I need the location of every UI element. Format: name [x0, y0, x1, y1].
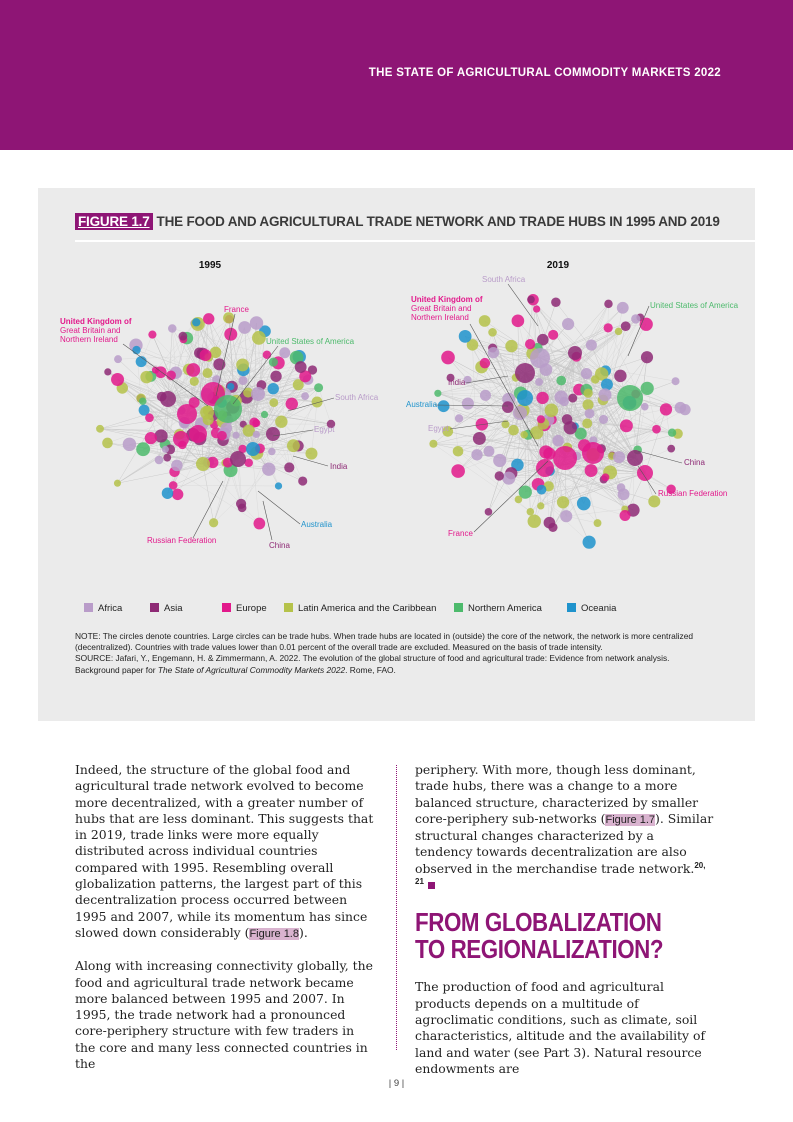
country-node — [236, 359, 249, 372]
note-text: NOTE: The circles denote countries. Large circles can be trade hubs. When trade hubs are located in (outside) the core of the network, the network is more centralized (decentralized). Countries with trade values lower than 0.01 percent of the overall trade are excluded. Measured on the basis of trade intensity. — [75, 631, 694, 653]
country-node — [438, 400, 450, 412]
country-node — [527, 508, 535, 516]
country-node — [471, 449, 482, 460]
country-node — [599, 415, 608, 424]
legend-swatch — [222, 603, 231, 612]
country-node — [139, 397, 147, 405]
country-node — [190, 377, 199, 386]
country-node — [668, 429, 676, 437]
country-node — [286, 398, 298, 410]
legend-label: Oceania — [581, 603, 617, 614]
country-label: United Kingdom of Great Britain and Northern Ireland — [411, 295, 483, 322]
country-node — [250, 316, 263, 329]
country-node — [620, 510, 631, 521]
page-header-band — [0, 0, 793, 150]
legend-item-asia — [150, 603, 182, 614]
country-node — [577, 497, 591, 511]
country-node — [177, 404, 197, 424]
country-node — [551, 297, 561, 307]
country-node — [160, 391, 176, 407]
country-node — [617, 385, 643, 411]
country-node — [495, 471, 504, 480]
country-node — [192, 318, 200, 326]
country-node — [520, 431, 528, 439]
country-node — [441, 351, 455, 365]
country-node — [140, 371, 152, 383]
country-node — [585, 464, 598, 477]
country-node — [238, 321, 251, 334]
legend-swatch — [454, 603, 463, 612]
country-node — [162, 487, 174, 499]
country-node — [505, 340, 517, 352]
country-node — [434, 390, 441, 397]
country-node — [483, 446, 494, 457]
country-node — [582, 418, 592, 428]
country-node — [641, 403, 649, 411]
country-node — [429, 440, 437, 448]
country-node — [581, 368, 592, 379]
country-node — [562, 414, 573, 425]
country-node — [583, 536, 596, 549]
figure-title-rule — [75, 240, 755, 242]
paragraph: The production of food and agricultural products depends on a multitude of agroclimatic conditions, such as climate, soil characteristics, altitude and the availability of land and water (see Part 3). Natural resource endowments are — [415, 979, 706, 1076]
country-node — [582, 442, 604, 464]
country-node — [209, 518, 218, 527]
country-node — [203, 368, 213, 378]
country-node — [172, 489, 183, 500]
footnote-ref[interactable]: 20, 21 — [415, 860, 706, 886]
country-node — [502, 401, 514, 413]
country-node — [268, 448, 276, 456]
country-node — [513, 406, 527, 420]
country-label: China — [684, 458, 705, 467]
legend-swatch — [84, 603, 93, 612]
country-label: United States of America — [650, 301, 739, 310]
source-text: SOURCE: Jafari, Y., Engemann, H. & Zimmermann, A. 2022. The evolution of the global structure of food and agricultural trade: Evidence from network analysis. Background paper for The State of Agricultural Commodity Markets 2022. Rome, FAO. — [75, 653, 670, 675]
country-label: Russian Federation — [147, 536, 217, 545]
country-node — [224, 328, 237, 341]
country-node — [620, 419, 633, 432]
column-divider — [396, 765, 397, 1050]
country-node — [613, 451, 625, 463]
paragraph: Indeed, the structure of the global food and agricultural trade network evolved to become more decentralized, with a greater number of hubs that are less dominant. This suggests that in 2019, trade links were more equally distributed across individual countries compared with 1995. Resembling overall globalization patterns, the largest part of this decentralization process occurred between 1995 and 2007, while its momentum has since slowed down considerably (Figure 1.8). — [75, 762, 374, 940]
country-node — [517, 390, 533, 406]
country-node — [660, 403, 672, 415]
country-node — [508, 425, 519, 436]
country-node — [601, 473, 609, 481]
country-node — [553, 446, 577, 470]
legend-swatch — [150, 603, 159, 612]
country-node — [473, 432, 486, 445]
country-node — [189, 425, 207, 443]
country-node — [536, 459, 554, 477]
country-node — [488, 347, 499, 358]
country-node — [261, 411, 268, 418]
country-node — [652, 425, 661, 434]
country-node — [267, 383, 278, 394]
country-node — [148, 331, 156, 339]
legend-label: Asia — [164, 603, 183, 614]
network-panel-1995 — [60, 260, 379, 550]
figure-1-7-link[interactable]: Figure 1.7 — [605, 813, 656, 826]
country-label: South Africa — [482, 275, 526, 284]
country-node — [631, 314, 640, 323]
country-node — [568, 346, 582, 360]
country-node — [537, 415, 545, 423]
country-node — [480, 390, 491, 401]
country-node — [266, 427, 280, 441]
country-node — [641, 382, 654, 395]
country-node — [214, 395, 242, 423]
country-label: India — [448, 378, 466, 387]
country-node — [233, 432, 240, 439]
country-node — [598, 388, 611, 401]
country-node — [480, 358, 491, 369]
publication-title: THE STATE OF AGRICULTURAL COMMODITY MARKETS 2022 — [368, 67, 721, 79]
country-node — [537, 502, 544, 509]
country-label: Russian Federation — [658, 489, 728, 498]
country-node — [270, 371, 281, 382]
country-node — [295, 361, 307, 373]
country-node — [263, 350, 272, 359]
country-label: United States of America — [266, 337, 355, 346]
country-node — [178, 332, 187, 341]
country-node — [604, 300, 612, 308]
country-node — [515, 363, 535, 383]
country-node — [614, 370, 626, 382]
country-node — [155, 456, 164, 465]
country-node — [615, 328, 622, 335]
country-node — [455, 414, 463, 422]
country-node — [585, 409, 595, 419]
legend-label: Europe — [236, 603, 267, 614]
country-node — [253, 518, 265, 530]
country-node — [269, 357, 278, 366]
country-node — [305, 448, 317, 460]
country-label: Australia — [406, 400, 438, 409]
legend-item-europe — [222, 603, 267, 614]
country-node — [246, 442, 260, 456]
figure-panel — [38, 188, 755, 721]
country-node — [114, 480, 121, 487]
country-node — [168, 324, 176, 332]
country-node — [262, 462, 275, 475]
country-node — [582, 399, 593, 410]
country-node — [253, 431, 260, 438]
panel-year-label: 1995 — [198, 260, 222, 271]
country-node — [123, 438, 136, 451]
country-node — [301, 392, 309, 400]
country-node — [617, 302, 629, 314]
country-node — [637, 465, 653, 481]
country-node — [560, 397, 569, 406]
country-node — [591, 375, 599, 383]
figure-label[interactable]: FIGURE 1.7 — [75, 213, 153, 230]
country-node — [535, 378, 543, 386]
country-node — [451, 464, 465, 478]
legend-swatch — [284, 603, 293, 612]
legend-item-africa — [84, 603, 122, 614]
country-node — [537, 485, 547, 495]
network-panel-2019 — [406, 260, 739, 549]
country-label: United Kingdom of Great Britain and Northern Ireland — [60, 317, 132, 344]
country-node — [493, 454, 506, 467]
country-node — [502, 472, 515, 485]
legend-item-oceania — [567, 603, 616, 614]
country-node — [641, 351, 653, 363]
country-node — [136, 442, 150, 456]
country-node — [287, 439, 300, 452]
country-node — [314, 383, 323, 392]
country-node — [200, 406, 214, 420]
country-node — [528, 514, 541, 527]
country-node — [136, 356, 147, 367]
country-label: Egypt — [314, 425, 335, 434]
legend-item-namerica — [454, 603, 542, 614]
country-node — [251, 387, 265, 401]
country-label: South Africa — [335, 393, 379, 402]
country-label: Australia — [301, 520, 333, 529]
page-number: | 9 | — [388, 1078, 405, 1089]
country-node — [145, 413, 154, 422]
country-node — [552, 435, 563, 446]
country-node — [239, 376, 248, 385]
country-node — [186, 363, 200, 377]
country-node — [530, 348, 550, 368]
country-node — [545, 404, 559, 418]
country-node — [533, 305, 540, 312]
country-node — [102, 438, 113, 449]
country-label: Egypt — [428, 424, 449, 433]
country-node — [525, 339, 535, 349]
country-label: France — [224, 305, 249, 314]
country-node — [621, 321, 631, 331]
country-label: France — [448, 529, 473, 538]
country-node — [453, 446, 464, 457]
country-node — [488, 328, 497, 337]
legend-label: Latin America and the Caribbean — [298, 603, 437, 614]
text-column-right — [415, 762, 715, 1093]
country-node — [275, 482, 282, 489]
country-node — [479, 315, 491, 327]
paragraph: Along with increasing connectivity globally, the food and agricultural trade network became more balanced between 1995 and 2007. In 1995, the trade network had a pronounced core-periphery structure with few traders in the core and many less connected countries in the — [75, 958, 373, 1072]
country-node — [586, 340, 597, 351]
country-node — [132, 346, 140, 354]
figure-1-8-link[interactable]: Figure 1.8 — [249, 927, 299, 940]
country-label: China — [269, 541, 290, 550]
country-node — [275, 416, 287, 428]
country-node — [96, 425, 104, 433]
country-node — [530, 426, 543, 439]
country-node — [557, 496, 569, 508]
country-node — [556, 376, 566, 386]
country-node — [584, 389, 593, 398]
country-node — [298, 476, 307, 485]
country-node — [162, 446, 169, 453]
figure-note — [75, 631, 715, 676]
legend-swatch — [567, 603, 576, 612]
country-node — [111, 373, 124, 386]
country-node — [163, 454, 171, 462]
country-node — [667, 445, 675, 453]
country-label: India — [330, 462, 348, 471]
country-node — [236, 499, 246, 509]
country-node — [173, 431, 189, 447]
country-node — [601, 378, 613, 390]
country-node — [462, 397, 474, 409]
country-node — [459, 330, 472, 343]
country-node — [104, 368, 111, 375]
paragraph: periphery. With more, though less dominant, trade hubs, there was a change to a more balanced structure, characterized by smaller core-periphery sub-networks (Figure 1.7). Similar structural changes characterized by a tendency towards decentralization are also observed in the merchandise trade network.$^{20, 21}$ — [415, 762, 715, 893]
country-node — [145, 432, 157, 444]
country-node — [230, 451, 246, 467]
country-node — [562, 318, 574, 330]
trade-network-graphs — [38, 246, 755, 601]
section-heading: FROM GLOBALIZATION TO REGIONALIZATION? — [415, 907, 664, 965]
country-node — [171, 460, 182, 471]
legend-label: Africa — [98, 603, 123, 614]
country-node — [512, 315, 525, 328]
country-node — [200, 349, 212, 361]
country-node — [196, 457, 210, 471]
country-node — [604, 323, 613, 332]
end-mark — [428, 882, 435, 889]
country-node — [269, 398, 278, 407]
country-node — [560, 510, 572, 522]
country-node — [252, 331, 266, 345]
country-node — [217, 431, 227, 441]
country-node — [279, 347, 290, 358]
legend-item-latam — [284, 603, 436, 614]
country-node — [527, 296, 535, 304]
country-node — [568, 394, 577, 403]
figure-title: FIGURE 1.7 THE FOOD AND AGRICULTURAL TRADE NETWORK AND TRADE HUBS IN 1995 AND 2019 — [75, 214, 720, 229]
country-node — [594, 519, 602, 527]
country-node — [548, 330, 558, 340]
country-node — [536, 392, 548, 404]
country-node — [203, 313, 214, 324]
text-column-left — [75, 762, 375, 1088]
country-node — [544, 517, 556, 529]
country-node — [627, 450, 643, 466]
legend-label: Northern America — [468, 603, 542, 614]
country-node — [618, 488, 630, 500]
country-node — [675, 402, 687, 414]
country-node — [284, 462, 294, 472]
country-node — [672, 377, 680, 385]
country-node — [114, 355, 122, 363]
country-node — [485, 508, 493, 516]
panel-year-label: 2019 — [546, 260, 570, 271]
